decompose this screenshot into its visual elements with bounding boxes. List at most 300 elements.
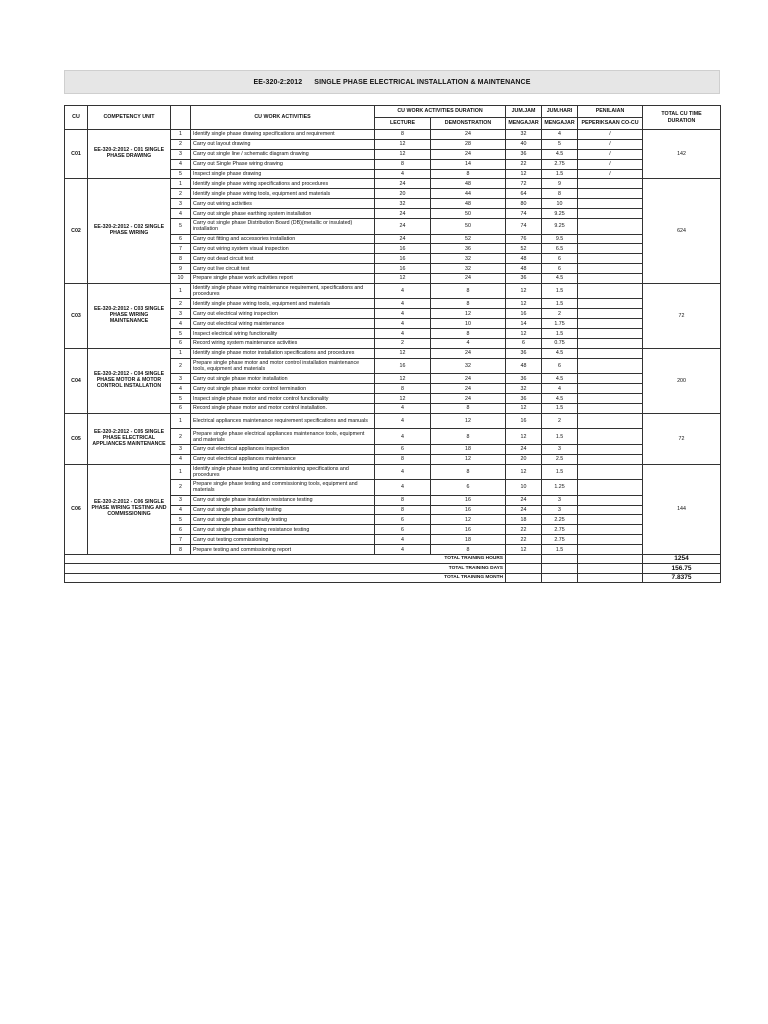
penilaian-mark (578, 358, 643, 374)
penilaian-mark (578, 535, 643, 545)
activity-number: 3 (171, 149, 191, 159)
jum-jam-mengajar: 36 (506, 274, 542, 284)
jum-jam-mengajar: 36 (506, 394, 542, 404)
activity-number: 1 (171, 179, 191, 189)
activity-description: Carry out layout drawing (191, 139, 375, 149)
lecture-hours: 4 (375, 403, 431, 413)
penilaian-mark (578, 545, 643, 555)
lecture-hours: 24 (375, 219, 431, 235)
activity-description: Identify single phase wiring tools, equipment and materials (191, 299, 375, 309)
penilaian-mark: / (578, 169, 643, 179)
activity-number: 6 (171, 234, 191, 244)
lecture-hours: 16 (375, 358, 431, 374)
lecture-hours: 4 (375, 329, 431, 339)
jum-jam-mengajar: 72 (506, 179, 542, 189)
lecture-hours: 8 (375, 454, 431, 464)
penilaian-mark (578, 413, 643, 429)
jum-hari-mengajar: 1.5 (542, 299, 578, 309)
activity-number: 5 (171, 219, 191, 235)
activity-description: Record wiring system maintenance activities (191, 339, 375, 349)
jum-hari-mengajar: 6 (542, 254, 578, 264)
jum-hari-mengajar: 0.75 (542, 339, 578, 349)
demonstration-hours: 8 (431, 464, 506, 480)
header-demonstration: DEMONSTRATION (431, 118, 506, 130)
cu-total-duration: 144 (643, 464, 721, 554)
demonstration-hours: 12 (431, 413, 506, 429)
demonstration-hours: 12 (431, 454, 506, 464)
jum-hari-mengajar: 9.5 (542, 234, 578, 244)
cu-total-duration: 72 (643, 413, 721, 464)
jum-hari-mengajar: 6 (542, 264, 578, 274)
lecture-hours: 4 (375, 319, 431, 329)
header-jum-jam-1: JUM.JAM (506, 106, 542, 118)
activity-description: Carry out electrical wiring maintenance (191, 319, 375, 329)
lecture-hours: 12 (375, 394, 431, 404)
activity-number: 2 (171, 189, 191, 199)
jum-hari-mengajar: 6.5 (542, 244, 578, 254)
penilaian-mark (578, 394, 643, 404)
jum-jam-mengajar: 12 (506, 464, 542, 480)
total-row (65, 555, 721, 564)
activity-description: Identify single phase wiring specifications and procedures (191, 179, 375, 189)
demonstration-hours: 8 (431, 403, 506, 413)
jum-jam-mengajar: 36 (506, 374, 542, 384)
activity-description: Carry out single phase insulation resistance testing (191, 495, 375, 505)
competency-unit-name: EE-320-2:2012 - C01 SINGLE PHASE DRAWING (88, 130, 171, 179)
demonstration-hours: 8 (431, 545, 506, 555)
activity-description: Carry out electrical appliances maintenance (191, 454, 375, 464)
demonstration-hours: 36 (431, 244, 506, 254)
activity-description: Carry out single phase continuity testing (191, 515, 375, 525)
lecture-hours: 12 (375, 149, 431, 159)
jum-hari-mengajar: 3 (542, 505, 578, 515)
activity-number: 1 (171, 130, 191, 140)
penilaian-mark (578, 234, 643, 244)
cu-code: C01 (65, 130, 88, 179)
jum-hari-mengajar: 1.5 (542, 429, 578, 445)
jum-jam-mengajar: 14 (506, 319, 542, 329)
demonstration-hours: 44 (431, 189, 506, 199)
demonstration-hours: 28 (431, 139, 506, 149)
jum-hari-mengajar: 1.5 (542, 545, 578, 555)
demonstration-hours: 50 (431, 209, 506, 219)
demonstration-hours: 24 (431, 149, 506, 159)
activity-description: Identify single phase wiring tools, equipment and materials (191, 189, 375, 199)
jum-hari-mengajar: 4 (542, 384, 578, 394)
jum-hari-mengajar: 2.75 (542, 159, 578, 169)
jum-hari-mengajar: 1.25 (542, 480, 578, 496)
cu-total-duration: 142 (643, 130, 721, 179)
activity-description: Carry out electrical wiring inspection (191, 309, 375, 319)
jum-jam-mengajar: 40 (506, 139, 542, 149)
competency-unit-name: EE-320-2:2012 - C02 SINGLE PHASE WIRING (88, 179, 171, 284)
demonstration-hours: 8 (431, 283, 506, 299)
penilaian-mark (578, 374, 643, 384)
jum-hari-mengajar: 2.75 (542, 535, 578, 545)
activity-number: 7 (171, 244, 191, 254)
activity-number: 4 (171, 384, 191, 394)
header-cu: CU (65, 106, 88, 130)
jum-jam-mengajar: 22 (506, 159, 542, 169)
jum-hari-mengajar: 1.5 (542, 169, 578, 179)
jum-jam-mengajar: 12 (506, 169, 542, 179)
activity-description: Carry out wiring activities (191, 199, 375, 209)
header-competency-unit: COMPETENCY UNIT (88, 106, 171, 130)
jum-jam-mengajar: 22 (506, 525, 542, 535)
jum-jam-mengajar: 74 (506, 209, 542, 219)
demonstration-hours: 24 (431, 394, 506, 404)
activity-description: Inspect electrical wiring functionality (191, 329, 375, 339)
competency-unit-name: EE-320-2:2012 - C05 SINGLE PHASE ELECTRICAL APPLIANCES MAINTENANCE (88, 413, 171, 464)
demonstration-hours: 12 (431, 309, 506, 319)
jum-hari-mengajar: 1.5 (542, 283, 578, 299)
jum-jam-mengajar: 80 (506, 199, 542, 209)
lecture-hours: 12 (375, 348, 431, 358)
activity-number: 6 (171, 403, 191, 413)
cu-code: C05 (65, 413, 88, 464)
activity-number: 4 (171, 505, 191, 515)
penilaian-mark (578, 495, 643, 505)
header-total-duration (643, 106, 721, 130)
total-blank-cell (578, 564, 643, 573)
penilaian-mark (578, 339, 643, 349)
demonstration-hours: 8 (431, 169, 506, 179)
penilaian-mark (578, 505, 643, 515)
jum-jam-mengajar: 64 (506, 189, 542, 199)
penilaian-mark (578, 444, 643, 454)
activity-number: 1 (171, 464, 191, 480)
jum-jam-mengajar: 12 (506, 403, 542, 413)
penilaian-mark (578, 454, 643, 464)
jum-jam-mengajar: 12 (506, 283, 542, 299)
lecture-hours: 20 (375, 189, 431, 199)
activity-row (65, 464, 721, 480)
activity-description: Carry out live circuit test (191, 264, 375, 274)
penilaian-mark (578, 274, 643, 284)
penilaian-mark (578, 309, 643, 319)
penilaian-mark (578, 254, 643, 264)
lecture-hours: 12 (375, 274, 431, 284)
lecture-hours: 8 (375, 130, 431, 140)
jum-hari-mengajar: 4 (542, 130, 578, 140)
lecture-hours: 4 (375, 283, 431, 299)
jum-hari-mengajar: 1.5 (542, 329, 578, 339)
total-blank-cell (506, 555, 542, 564)
header-jum-hari-2: MENGAJAR (542, 118, 578, 130)
demonstration-hours: 14 (431, 159, 506, 169)
penilaian-mark: / (578, 139, 643, 149)
document-title (64, 70, 720, 94)
activity-number: 5 (171, 329, 191, 339)
cu-code: C06 (65, 464, 88, 554)
jum-jam-mengajar: 24 (506, 444, 542, 454)
lecture-hours: 6 (375, 515, 431, 525)
activity-row (65, 283, 721, 299)
jum-hari-mengajar: 3 (542, 444, 578, 454)
demonstration-hours: 24 (431, 384, 506, 394)
activity-description: Carry out single line / schematic diagram drawing (191, 149, 375, 159)
demonstration-hours: 8 (431, 299, 506, 309)
penilaian-mark (578, 264, 643, 274)
activity-description: Identify single phase wiring maintenance requirement, specifications and procedures (191, 283, 375, 299)
lecture-hours: 6 (375, 525, 431, 535)
header-total-line-2: DURATION (667, 117, 696, 124)
penilaian-mark (578, 189, 643, 199)
total-label: TOTAL TRAINING MONTH (65, 573, 506, 582)
demonstration-hours: 18 (431, 444, 506, 454)
jum-jam-mengajar: 10 (506, 480, 542, 496)
activity-description: Carry out single phase Distribution Board (DB)(metallic or insulated) installation (191, 219, 375, 235)
activity-description: Carry out electrical appliances inspection (191, 444, 375, 454)
demonstration-hours: 12 (431, 515, 506, 525)
demonstration-hours: 32 (431, 358, 506, 374)
activity-number: 1 (171, 413, 191, 429)
activity-description: Carry out fitting and accessories installation (191, 234, 375, 244)
activity-description: Inspect single phase drawing (191, 169, 375, 179)
activity-description: Prepare single phase electrical appliances maintenance tools, equipment and materials (191, 429, 375, 445)
lecture-hours: 24 (375, 179, 431, 189)
activity-description: Carry out single phase motor installation (191, 374, 375, 384)
jum-hari-mengajar: 9.25 (542, 209, 578, 219)
activity-number: 3 (171, 444, 191, 454)
penilaian-mark (578, 348, 643, 358)
jum-jam-mengajar: 74 (506, 219, 542, 235)
demonstration-hours: 32 (431, 254, 506, 264)
activity-number: 9 (171, 264, 191, 274)
activity-row (65, 130, 721, 140)
activity-number: 4 (171, 209, 191, 219)
total-value: 1254 (643, 555, 721, 564)
title-code: EE-320-2:2012 (253, 78, 303, 86)
demonstration-hours: 24 (431, 374, 506, 384)
lecture-hours: 4 (375, 545, 431, 555)
header-work-activities: CU WORK ACTIVITIES (191, 106, 375, 130)
activity-row (65, 348, 721, 358)
activity-number: 3 (171, 199, 191, 209)
activity-description: Carry out dead circuit test (191, 254, 375, 264)
competency-unit-name: EE-320-2:2012 - C03 SINGLE PHASE WIRING MAINTENANCE (88, 283, 171, 348)
penilaian-mark (578, 219, 643, 235)
header-jum-jam-2: MENGAJAR (506, 118, 542, 130)
activity-number: 5 (171, 394, 191, 404)
jum-hari-mengajar: 2.75 (542, 525, 578, 535)
jum-hari-mengajar: 1.5 (542, 464, 578, 480)
jum-hari-mengajar: 4.5 (542, 374, 578, 384)
activity-number: 4 (171, 454, 191, 464)
activity-description: Identify single phase drawing specifications and requirement (191, 130, 375, 140)
cu-total-duration: 624 (643, 179, 721, 284)
table-body (65, 130, 721, 583)
activity-description: Prepare testing and commissioning report (191, 545, 375, 555)
activity-number: 3 (171, 309, 191, 319)
lecture-hours: 8 (375, 384, 431, 394)
lecture-hours: 4 (375, 309, 431, 319)
header-total-line-1: TOTAL CU TIME (661, 111, 702, 118)
jum-jam-mengajar: 22 (506, 535, 542, 545)
demonstration-hours: 24 (431, 130, 506, 140)
penilaian-mark (578, 515, 643, 525)
activity-description: Carry out wiring system visual inspection (191, 244, 375, 254)
jum-jam-mengajar: 32 (506, 384, 542, 394)
total-blank-cell (506, 564, 542, 573)
demonstration-hours: 48 (431, 179, 506, 189)
penilaian-mark (578, 244, 643, 254)
cu-total-duration: 72 (643, 283, 721, 348)
jum-jam-mengajar: 18 (506, 515, 542, 525)
activity-description: Carry out Single Phase wiring drawing (191, 159, 375, 169)
jum-jam-mengajar: 20 (506, 454, 542, 464)
jum-hari-mengajar: 4.5 (542, 274, 578, 284)
cu-code: C02 (65, 179, 88, 284)
activity-number: 5 (171, 515, 191, 525)
lecture-hours: 24 (375, 209, 431, 219)
activity-description: Identify single phase testing and commissioning specifications and procedures (191, 464, 375, 480)
demonstration-hours: 10 (431, 319, 506, 329)
title-name: SINGLE PHASE ELECTRICAL INSTALLATION & MAINTENANCE (314, 78, 531, 86)
lecture-hours: 4 (375, 413, 431, 429)
jum-jam-mengajar: 24 (506, 495, 542, 505)
penilaian-mark (578, 319, 643, 329)
activity-description: Electrical appliances maintenance requirement specifications and manuals (191, 413, 375, 429)
activity-description: Prepare single phase testing and commissioning tools, equipment and materials (191, 480, 375, 496)
activity-description: Record single phase motor and motor control installation. (191, 403, 375, 413)
demonstration-hours: 24 (431, 348, 506, 358)
header-penilaian-1: PENILAIAN (578, 106, 643, 118)
total-label: TOTAL TRAINING DAYS (65, 564, 506, 573)
lecture-hours: 4 (375, 535, 431, 545)
demonstration-hours: 4 (431, 339, 506, 349)
jum-hari-mengajar: 4.5 (542, 394, 578, 404)
header-row-1 (65, 106, 721, 118)
cu-total-duration: 200 (643, 348, 721, 413)
lecture-hours: 4 (375, 480, 431, 496)
lecture-hours: 24 (375, 234, 431, 244)
training-schedule-table (64, 105, 721, 583)
lecture-hours: 8 (375, 505, 431, 515)
demonstration-hours: 52 (431, 234, 506, 244)
activity-number: 2 (171, 480, 191, 496)
jum-jam-mengajar: 12 (506, 329, 542, 339)
penilaian-mark (578, 429, 643, 445)
lecture-hours: 2 (375, 339, 431, 349)
lecture-hours: 8 (375, 159, 431, 169)
penilaian-mark (578, 199, 643, 209)
activity-number: 10 (171, 274, 191, 284)
jum-jam-mengajar: 76 (506, 234, 542, 244)
header-jum-hari-1: JUM.HARI (542, 106, 578, 118)
jum-jam-mengajar: 48 (506, 264, 542, 274)
total-label: TOTAL TRAINING HOURS (65, 555, 506, 564)
activity-number: 8 (171, 254, 191, 264)
jum-jam-mengajar: 6 (506, 339, 542, 349)
header-duration-group: CU WORK ACTIVITIES DURATION (375, 106, 506, 118)
penilaian-mark (578, 525, 643, 535)
activity-description: Prepare single phase work activities report (191, 274, 375, 284)
lecture-hours: 16 (375, 264, 431, 274)
activity-number: 1 (171, 283, 191, 299)
cu-code: C04 (65, 348, 88, 413)
total-blank-cell (542, 573, 578, 582)
jum-hari-mengajar: 8 (542, 189, 578, 199)
penilaian-mark (578, 403, 643, 413)
total-blank-cell (542, 555, 578, 564)
jum-jam-mengajar: 16 (506, 309, 542, 319)
jum-hari-mengajar: 3 (542, 495, 578, 505)
jum-hari-mengajar: 5 (542, 139, 578, 149)
activity-number: 2 (171, 299, 191, 309)
header-lecture: LECTURE (375, 118, 431, 130)
lecture-hours: 16 (375, 244, 431, 254)
jum-jam-mengajar: 12 (506, 545, 542, 555)
jum-hari-mengajar: 9 (542, 179, 578, 189)
lecture-hours: 8 (375, 495, 431, 505)
header-penilaian-2: PEPERIKSAAN CO-CU (578, 118, 643, 130)
competency-unit-name: EE-320-2:2012 - C06 SINGLE PHASE WIRING TESTING AND COMMISSIONING (88, 464, 171, 554)
activity-description: Carry out single phase polarity testing (191, 505, 375, 515)
jum-jam-mengajar: 48 (506, 254, 542, 264)
penilaian-mark (578, 179, 643, 189)
jum-hari-mengajar: 10 (542, 199, 578, 209)
activity-description: Prepare single phase motor and motor control installation maintenance tools, equipment and materials (191, 358, 375, 374)
penilaian-mark (578, 384, 643, 394)
jum-hari-mengajar: 2 (542, 413, 578, 429)
demonstration-hours: 50 (431, 219, 506, 235)
jum-jam-mengajar: 16 (506, 413, 542, 429)
penilaian-mark: / (578, 149, 643, 159)
jum-hari-mengajar: 1.75 (542, 319, 578, 329)
penilaian-mark (578, 299, 643, 309)
activity-number: 6 (171, 339, 191, 349)
activity-number: 3 (171, 374, 191, 384)
activity-number: 1 (171, 348, 191, 358)
demonstration-hours: 8 (431, 429, 506, 445)
demonstration-hours: 16 (431, 525, 506, 535)
activity-description: Carry out single phase motor control termination (191, 384, 375, 394)
activity-description: Carry out single phase earthing resistance testing (191, 525, 375, 535)
lecture-hours: 4 (375, 299, 431, 309)
activity-number: 3 (171, 495, 191, 505)
jum-jam-mengajar: 24 (506, 505, 542, 515)
total-value: 156.75 (643, 564, 721, 573)
lecture-hours: 4 (375, 169, 431, 179)
activity-number: 7 (171, 535, 191, 545)
activity-number: 2 (171, 358, 191, 374)
jum-jam-mengajar: 12 (506, 299, 542, 309)
activity-row (65, 179, 721, 189)
activity-description: Identify single phase motor installation specifications and procedures (191, 348, 375, 358)
penilaian-mark (578, 209, 643, 219)
total-blank-cell (578, 555, 643, 564)
total-row (65, 573, 721, 582)
activity-number: 6 (171, 525, 191, 535)
jum-hari-mengajar: 9.25 (542, 219, 578, 235)
activity-row (65, 413, 721, 429)
penilaian-mark (578, 329, 643, 339)
jum-jam-mengajar: 36 (506, 348, 542, 358)
demonstration-hours: 32 (431, 264, 506, 274)
header-no (171, 106, 191, 130)
demonstration-hours: 18 (431, 535, 506, 545)
activity-number: 5 (171, 169, 191, 179)
activity-number: 4 (171, 319, 191, 329)
total-row (65, 564, 721, 573)
jum-jam-mengajar: 36 (506, 149, 542, 159)
total-blank-cell (578, 573, 643, 582)
activity-description: Carry out single phase earthing system installation (191, 209, 375, 219)
demonstration-hours: 6 (431, 480, 506, 496)
total-blank-cell (506, 573, 542, 582)
lecture-hours: 32 (375, 199, 431, 209)
